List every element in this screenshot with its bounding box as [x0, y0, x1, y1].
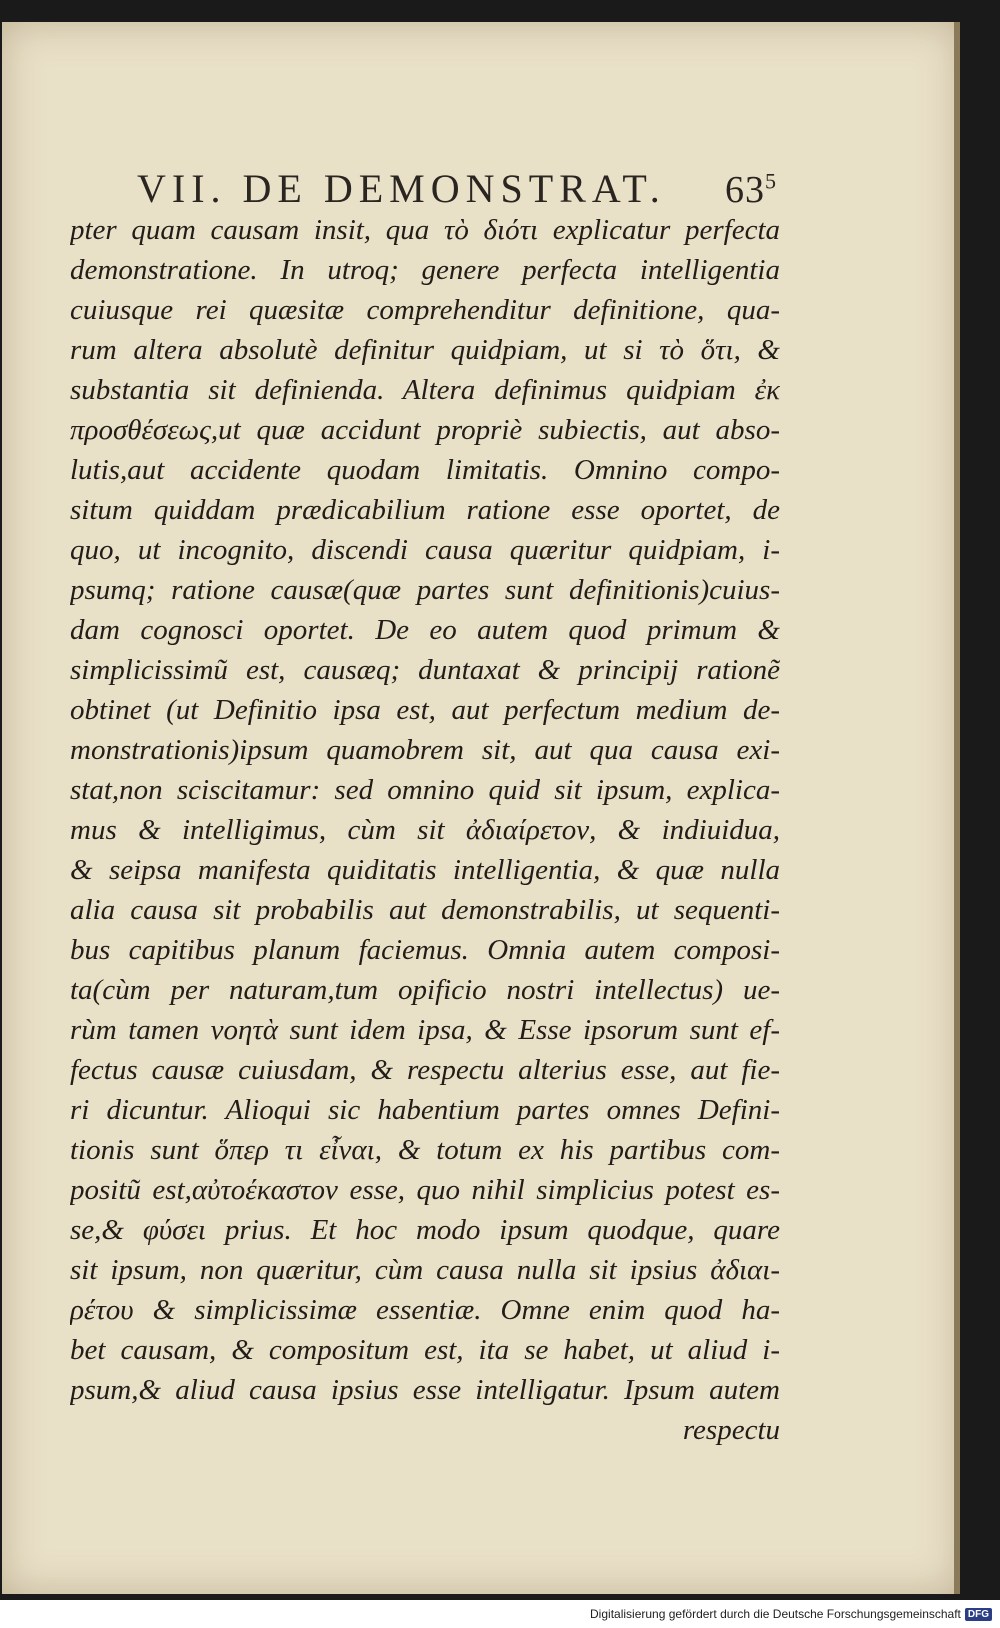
page-number-main: 63 — [725, 169, 765, 211]
text-line: positũ est,αὐτοέκαστον esse, quo nihil simplicius potest es- — [70, 1174, 780, 1206]
text-line: ta(cùm per naturam,tum opificio nostri intellectus) ue- — [70, 974, 780, 1006]
text-line: obtinet (ut Definitio ipsa est, aut perfectum medium de- — [70, 694, 780, 726]
text-line: rùm tamen νοητὰ sunt idem ipsa, & Esse ipsorum sunt ef- — [70, 1014, 780, 1046]
text-line: & seipsa manifesta quiditatis intelligentia, & quæ nulla — [70, 854, 780, 886]
text-line: monstrationis)ipsum quamobrem sit, aut qua causa exi- — [70, 734, 780, 766]
text-line: sit ipsum, non quæritur, cùm causa nulla sit ipsius ἀδιαι- — [70, 1254, 780, 1286]
text-line: quo, ut incognito, discendi causa quæritur quidpiam, i- — [70, 534, 780, 566]
text-line: stat,non sciscitamur: sed omnino quid sit ipsum, explica- — [70, 774, 780, 806]
text-line: lutis,aut accidente quodam limitatis. Omnino compo- — [70, 454, 780, 486]
text-line: ri dicuntur. Alioqui sic habentium partes omnes Defini- — [70, 1094, 780, 1126]
catchword: respectu — [682, 1414, 780, 1446]
digitization-footer — [0, 1600, 1000, 1628]
text-line: se,& φύσει prius. Et hoc modo ipsum quodque, quare — [70, 1214, 780, 1246]
text-line: fectus causæ cuiusdam, & respectu alterius esse, aut fie- — [70, 1054, 780, 1086]
text-line: cuiusque rei quæsitæ comprehenditur definitione, qua- — [70, 294, 780, 326]
text-line: rum altera absolutè definitur quidpiam, ut si τὸ ὅτι, & — [70, 334, 780, 366]
running-title: VII. DE DEMONSTRAT. — [137, 166, 666, 211]
text-line: psumq; ratione causæ(quæ partes sunt definitionis)cuius- — [70, 574, 780, 606]
text-line: situm quiddam prædicabilium ratione esse oportet, de — [70, 494, 780, 526]
text-line: simplicissimũ est, causæq; duntaxat & principij rationẽ — [70, 654, 780, 686]
text-line: bet causam, & compositum est, ita se habet, ut aliud i- — [70, 1334, 780, 1366]
running-header — [137, 152, 777, 212]
text-line: dam cognosci oportet. De eo autem quod primum & — [70, 614, 780, 646]
body-text — [70, 210, 780, 1450]
text-line: alia causa sit probabilis aut demonstrabilis, ut sequenti- — [70, 894, 780, 926]
page-number-sup: 5 — [765, 168, 777, 194]
text-line: psum,& aliud causa ipsius esse intelligatur. Ipsum autem — [70, 1374, 780, 1406]
dfg-logo-icon: DFG — [965, 1608, 992, 1621]
text-line: προσθέσεως,ut quæ accidunt propriè subiectis, aut abso- — [70, 414, 780, 446]
text-line: demonstratione. In utroq; genere perfecta intelligentia — [70, 254, 780, 286]
text-line: tionis sunt ὅπερ τι εἶναι, & totum ex his partibus com- — [70, 1134, 780, 1166]
text-line: bus capitibus planum faciemus. Omnia autem composi- — [70, 934, 780, 966]
book-page — [2, 22, 960, 1594]
text-line: pter quam causam insit, qua τὸ διότι explicatur perfecta — [70, 214, 780, 246]
page-edge — [954, 22, 960, 1594]
footer-credit: Digitalisierung gefördert durch die Deutsche Forschungsgemeinschaft — [590, 1607, 961, 1621]
text-line: substantia sit definienda. Altera definimus quidpiam ἐκ — [70, 374, 780, 406]
page-number — [725, 168, 777, 212]
text-line: ρέτου & simplicissimæ essentiæ. Omne enim quod ha- — [70, 1294, 780, 1326]
text-line: mus & intelligimus, cùm sit ἀδιαίρετον, & indiuidua, — [70, 814, 780, 846]
